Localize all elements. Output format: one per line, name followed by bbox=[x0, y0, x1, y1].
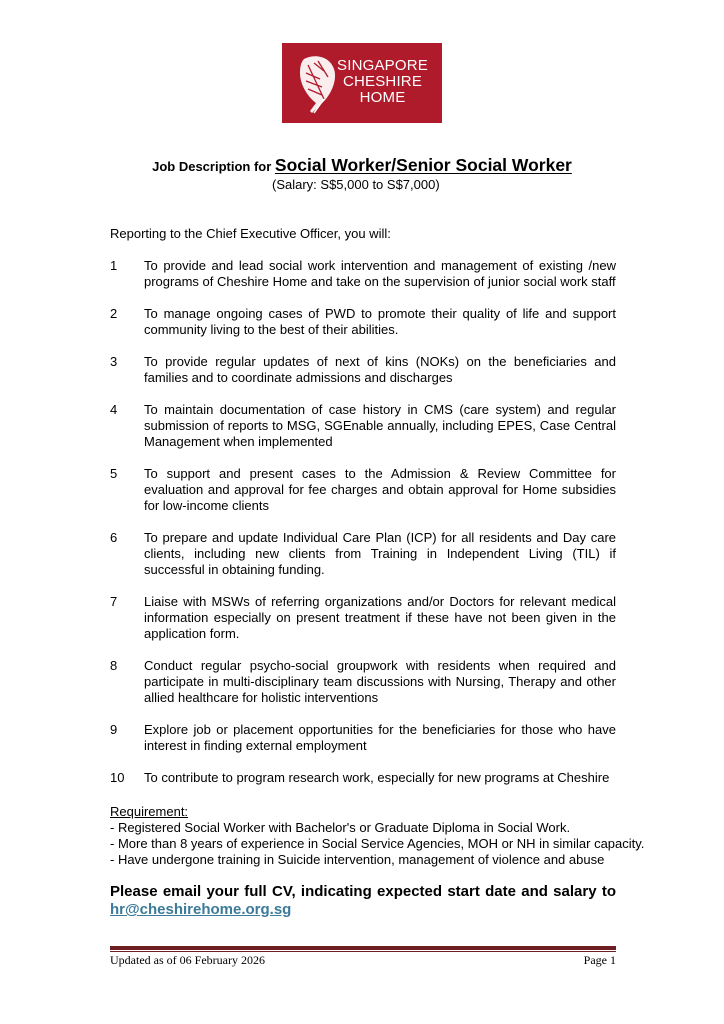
cta-text: Please email your full CV, indicating expected start date and salary to bbox=[110, 883, 616, 900]
item-text: To maintain documentation of case history in CMS (care system) and regular submission of reports to MSG, SGEnable annually, including EPES, Case Central Management when implemented bbox=[144, 402, 616, 449]
list-item bbox=[110, 770, 616, 786]
footer-divider-thin bbox=[110, 951, 616, 952]
application-instructions bbox=[110, 883, 616, 919]
list-item bbox=[110, 306, 616, 338]
page-title bbox=[0, 155, 724, 176]
logo-line-3: HOME bbox=[359, 89, 406, 106]
responsibilities-list bbox=[110, 258, 616, 802]
item-text: To prepare and update Individual Care Plan (ICP) for all residents and Day care clients, including new clients from Training in Independent Living (TIL) if successful in obtaining funding. bbox=[144, 530, 616, 577]
item-text: Conduct regular psycho-social groupwork with residents when required and participate in multi-disciplinary team discussions with Nursing, Therapy and other allied healthcare for holistic interventions bbox=[144, 658, 616, 705]
item-number: 10 bbox=[110, 770, 125, 785]
intro-text: Reporting to the Chief Executive Officer, you will: bbox=[110, 226, 391, 241]
list-item bbox=[110, 530, 616, 578]
requirements-section bbox=[110, 804, 670, 868]
list-item bbox=[110, 594, 616, 642]
updated-date: Updated as of 06 February 2026 bbox=[110, 953, 265, 967]
item-number: 4 bbox=[110, 402, 118, 417]
logo-line-2: CHESHIRE bbox=[342, 73, 423, 90]
email-link[interactable]: hr@cheshirehome.org.sg bbox=[110, 901, 292, 918]
item-number: 1 bbox=[110, 258, 118, 273]
feather-icon bbox=[294, 51, 342, 117]
list-item bbox=[110, 658, 616, 706]
footer-divider bbox=[110, 946, 616, 950]
item-number: 3 bbox=[110, 354, 118, 369]
list-item bbox=[110, 258, 616, 290]
item-text: To contribute to program research work, especially for new programs at Cheshire bbox=[144, 770, 610, 785]
page-number: Page 1 bbox=[583, 953, 616, 967]
requirement-item: - More than 8 years of experience in Social Service Agencies, MOH or NH in similar capacity. bbox=[110, 836, 645, 851]
salary-range: (Salary: S$5,000 to S$7,000) bbox=[272, 177, 440, 192]
title-prefix: Job Description for bbox=[152, 159, 275, 174]
item-number: 2 bbox=[110, 306, 118, 321]
item-number: 7 bbox=[110, 594, 118, 609]
organization-logo bbox=[282, 43, 442, 123]
logo-text bbox=[337, 58, 428, 106]
item-text: Explore job or placement opportunities for the beneficiaries for those who have interest in finding external employment bbox=[144, 722, 616, 753]
job-title: Social Worker/Senior Social Worker bbox=[274, 155, 572, 175]
item-text: To support and present cases to the Admission & Review Committee for evaluation and approval for fee charges and obtain approval for Home subsidies for low-income clients bbox=[144, 466, 616, 513]
list-item bbox=[110, 402, 616, 450]
item-text: To provide regular updates of next of kins (NOKs) on the beneficiaries and families and to coordinate admissions and discharges bbox=[144, 354, 616, 385]
item-text: To provide and lead social work intervention and management of existing /new programs of Cheshire Home and take on the supervision of junior social work staff bbox=[144, 258, 616, 289]
list-item bbox=[110, 466, 616, 514]
item-text: To manage ongoing cases of PWD to promote their quality of life and support community living to the best of their abilities. bbox=[144, 306, 616, 337]
requirement-item: - Registered Social Worker with Bachelor's or Graduate Diploma in Social Work. bbox=[110, 820, 571, 835]
list-item bbox=[110, 722, 616, 754]
list-item bbox=[110, 354, 616, 386]
requirements-heading: Requirement: bbox=[110, 804, 189, 819]
logo-line-1: SINGAPORE bbox=[337, 57, 428, 74]
requirement-item: - Have undergone training in Suicide intervention, management of violence and abuse bbox=[110, 852, 605, 867]
item-number: 9 bbox=[110, 722, 118, 737]
item-text: Liaise with MSWs of referring organizations and/or Doctors for relevant medical information especially on present treatment if these have not been given in the application form. bbox=[144, 594, 616, 641]
item-number: 6 bbox=[110, 530, 118, 545]
item-number: 5 bbox=[110, 466, 118, 481]
item-number: 8 bbox=[110, 658, 118, 673]
